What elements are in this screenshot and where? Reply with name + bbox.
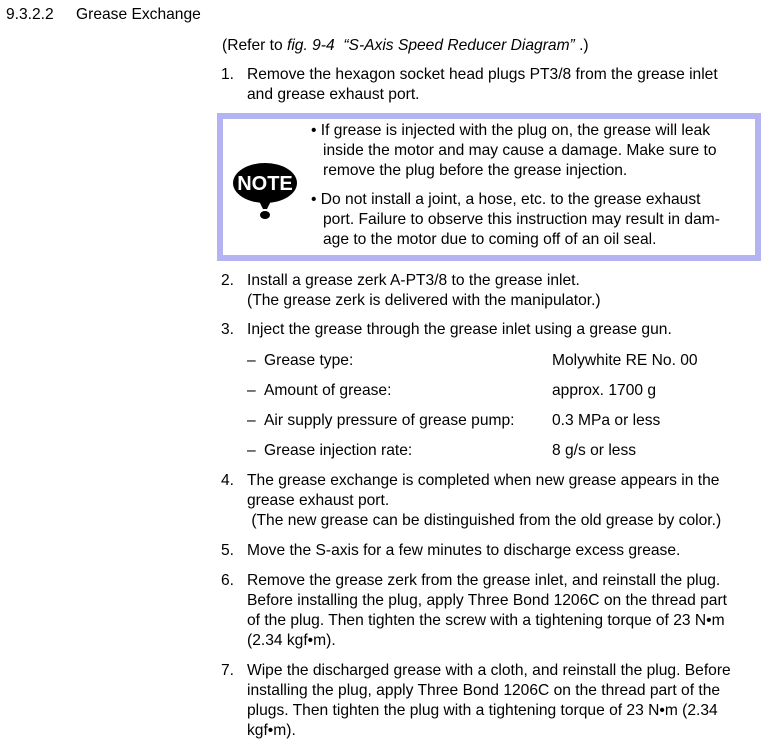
step-number: 4. bbox=[221, 472, 235, 489]
spec-value: 8 g/s or less bbox=[552, 442, 637, 459]
spec-value: Molywhite RE No. 00 bbox=[552, 352, 698, 369]
figure-reference-number: fig. 9-4 bbox=[287, 37, 335, 54]
step-text: Inject the grease through the grease inlet using a grease gun. bbox=[247, 321, 672, 338]
step-number: 7. bbox=[221, 662, 235, 679]
spec-dash: – bbox=[247, 442, 256, 459]
spec-label: Grease type: bbox=[264, 352, 354, 369]
spec-value: approx. 1700 g bbox=[552, 382, 657, 399]
note-bullet-2: • Do not install a joint, a hose, etc. to the grease exhaust port. Failure to observe this instruction may result in dam- age to the motor due to coming off of an oil seal. bbox=[311, 191, 720, 248]
figure-reference-title: “S-Axis Speed Reducer Diagram” bbox=[343, 37, 575, 54]
step-number: 1. bbox=[221, 66, 235, 83]
spec-label: Amount of grease: bbox=[264, 382, 392, 399]
spec-dash: – bbox=[247, 412, 256, 429]
step-text: The grease exchange is completed when new grease appears in the grease exhaust port. (The new grease can be distinguished from the old grease by color.) bbox=[247, 472, 722, 529]
note-box bbox=[217, 113, 761, 261]
spec-label: Grease injection rate: bbox=[264, 442, 413, 459]
spec-dash: – bbox=[247, 352, 256, 369]
step-text: Move the S-axis for a few minutes to discharge excess grease. bbox=[247, 542, 681, 559]
step-number: 2. bbox=[221, 272, 235, 289]
step-text: Install a grease zerk A-PT3/8 to the grease inlet. (The grease zerk is delivered with the manipulator.) bbox=[247, 272, 601, 309]
step-text: Remove the grease zerk from the grease inlet, and reinstall the plug. Before installing the plug, apply Three Bond 1206C on the thread part of the plug. Then tighten the screw with a tightening torque of 23 N•m (2.34 kgf•m). bbox=[247, 572, 727, 649]
step-number: 5. bbox=[221, 542, 235, 559]
section-title: Grease Exchange bbox=[76, 6, 201, 23]
section-number: 9.3.2.2 bbox=[6, 6, 54, 23]
figure-reference: (Refer to fig. 9-4 “S-Axis Speed Reducer Diagram” .) bbox=[222, 37, 589, 54]
note-bullet-1: • If grease is injected with the plug on, the grease will leak inside the motor and may cause a damage. Make sure to remove the plug before the grease injection. bbox=[311, 122, 717, 179]
step-text: Remove the hexagon socket head plugs PT3/8 from the grease inlet and grease exhaust port. bbox=[247, 66, 718, 103]
step-number: 3. bbox=[221, 321, 235, 338]
note-icon-label: NOTE bbox=[237, 173, 293, 195]
step-number: 6. bbox=[221, 572, 235, 589]
spec-value: 0.3 MPa or less bbox=[552, 412, 661, 429]
note-warning-icon bbox=[233, 157, 303, 219]
step-text: Wipe the discharged grease with a cloth, and reinstall the plug. Before installing the plug, apply Three Bond 1206C on the thread part of the plugs. Then tighten the plug with a tightening torque of 23 N•m (2.34 kgf•m). bbox=[247, 662, 731, 739]
spec-dash: – bbox=[247, 382, 256, 399]
spec-label: Air supply pressure of grease pump: bbox=[264, 412, 515, 429]
note-icon-graphic bbox=[233, 157, 303, 219]
